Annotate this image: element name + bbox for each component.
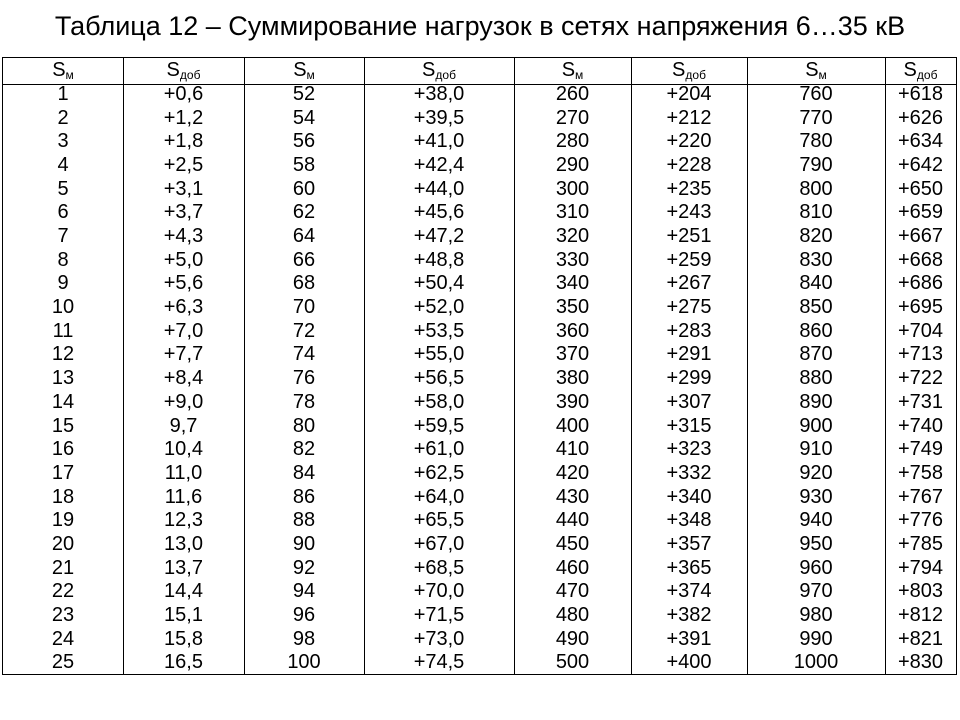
table-cell: 380 [555, 367, 590, 390]
table-cell: +307 [666, 390, 712, 413]
table-cell: +42,4 [413, 154, 465, 177]
column-header-subscript: м [306, 68, 315, 82]
table-cell: +47,2 [413, 225, 465, 248]
table-cell: 300 [555, 177, 590, 200]
table-cell: 12,3 [164, 509, 203, 532]
table-cell: +8,4 [163, 367, 204, 390]
table-cell: +243 [666, 201, 712, 224]
table-cell: 10,4 [164, 438, 203, 461]
table-cell: 1 [57, 83, 69, 105]
table-cell: +704 [897, 319, 944, 342]
table-cell: 880 [799, 367, 833, 390]
table-cell: +70,0 [413, 580, 465, 603]
table-cell: +44,0 [413, 177, 465, 200]
table-cell: 22 [51, 580, 75, 603]
table-cell: 14,4 [164, 580, 203, 603]
table-cell: +55,0 [413, 343, 465, 366]
table-cell: 70 [292, 296, 316, 319]
table-cell: +686 [897, 272, 944, 295]
table-cell: 15,8 [164, 627, 203, 650]
column-header-symbol: S [805, 59, 819, 81]
table-cell: +315 [666, 414, 712, 437]
table-cell: 14 [51, 390, 75, 413]
table-cell: +3,7 [163, 201, 204, 224]
table-cell: 76 [292, 367, 316, 390]
table-cell: 770 [799, 106, 833, 129]
table-cell: +618 [897, 83, 944, 105]
table-cell: +299 [666, 367, 712, 390]
table-cell: +1,8 [163, 130, 204, 153]
table-cell: 3 [57, 130, 69, 153]
table-cell: 450 [555, 532, 590, 555]
table-cell: 24 [51, 627, 75, 650]
table-cell: 60 [292, 177, 316, 200]
table-cell: 15,1 [164, 603, 203, 626]
table-cell: +1,2 [163, 106, 204, 129]
table-cell: 11,6 [164, 485, 203, 508]
column-header [514, 58, 631, 84]
table-cell: 990 [799, 627, 833, 650]
table-cell: 11,0 [164, 461, 203, 484]
column-header-subscript: доб [435, 68, 456, 82]
column-header [631, 58, 747, 84]
table-cell: 800 [799, 177, 833, 200]
table-cell: 980 [799, 603, 833, 626]
table-cell: 860 [799, 319, 833, 342]
table-cell: 68 [292, 272, 316, 295]
table-cell: 270 [555, 106, 590, 129]
table-cell: 810 [799, 201, 833, 224]
table-cell: 12 [51, 343, 75, 366]
table-cell: 84 [292, 461, 316, 484]
table-cell: 92 [292, 556, 316, 579]
table-cell: 870 [799, 343, 833, 366]
table-cell: +235 [666, 177, 712, 200]
table-cell: +0,6 [163, 83, 204, 105]
column-header [364, 58, 514, 84]
column-header-subscript: доб [916, 68, 938, 82]
table-cell: 10 [51, 296, 75, 319]
table-cell: +830 [897, 651, 944, 674]
table-cell: 310 [555, 201, 590, 224]
table-cell: +2,5 [163, 154, 204, 177]
table-cell: 6 [57, 201, 69, 224]
table-cell: 400 [555, 414, 590, 437]
table-cell: 56 [292, 130, 316, 153]
table-cell: +62,5 [413, 461, 465, 484]
column-header-subscript: доб [179, 68, 201, 82]
table-cell: 19 [51, 509, 75, 532]
table-cell: 21 [51, 556, 75, 579]
table-cell: +758 [897, 461, 944, 484]
table-cell: 910 [799, 438, 833, 461]
table-cell: +56,5 [413, 367, 465, 390]
table-cell: 5 [57, 177, 69, 200]
table-cell: +39,5 [413, 106, 465, 129]
table-cell: 950 [799, 532, 833, 555]
table-cell: +61,0 [413, 438, 465, 461]
table-cell: +6,3 [163, 296, 204, 319]
column-header [123, 58, 244, 84]
table-cell: +391 [666, 627, 712, 650]
table-cell: 490 [555, 627, 590, 650]
table-cell: 350 [555, 296, 590, 319]
table-cell: +374 [666, 580, 712, 603]
table-cell: 470 [555, 580, 590, 603]
table-cell: 4 [57, 154, 69, 177]
table-cell: +642 [897, 154, 944, 177]
table-cell: 16 [51, 438, 75, 461]
table-cell: 430 [555, 485, 590, 508]
table-cell: +9,0 [163, 390, 204, 413]
column-header-subscript: м [818, 68, 827, 82]
table-cell: +740 [897, 414, 944, 437]
table-cell: +5,6 [163, 272, 204, 295]
table-cell: +59,5 [413, 414, 465, 437]
table-cell: +228 [666, 154, 712, 177]
column-header [244, 58, 364, 84]
table-cell: 16,5 [164, 651, 203, 674]
table-cell: 370 [555, 343, 590, 366]
table-cell: +53,5 [413, 319, 465, 342]
table-cell: +695 [897, 296, 944, 319]
table-cell: +7,7 [163, 343, 204, 366]
table-cell: +58,0 [413, 390, 465, 413]
table-cell: 1000 [793, 651, 839, 674]
table-cell: +634 [897, 130, 944, 153]
table-cell: +68,5 [413, 556, 465, 579]
table-cell: +348 [666, 509, 712, 532]
table-cell: 830 [799, 248, 833, 271]
table-cell: 440 [555, 509, 590, 532]
table-cell: +275 [666, 296, 712, 319]
column-header-symbol: S [166, 59, 180, 81]
table-cell: 54 [292, 106, 316, 129]
table-cell: +73,0 [413, 627, 465, 650]
column-header-symbol: S [422, 59, 436, 81]
table-cell: +713 [897, 343, 944, 366]
table-cell: 790 [799, 154, 833, 177]
table-cell: +267 [666, 272, 712, 295]
table-cell: 8 [57, 248, 69, 271]
table-cell: 82 [292, 438, 316, 461]
table-cell: +220 [666, 130, 712, 153]
table-cell: +64,0 [413, 485, 465, 508]
table-cell: 88 [292, 509, 316, 532]
table-cell: +323 [666, 438, 712, 461]
table-cell: 760 [799, 83, 833, 105]
table-cell: +365 [666, 556, 712, 579]
table-cell: +50,4 [413, 272, 465, 295]
table-cell: 320 [555, 225, 590, 248]
table-cell: 9,7 [169, 414, 198, 437]
table-cell: 13,7 [164, 556, 203, 579]
table-cell: +65,5 [413, 509, 465, 532]
table-cell: 960 [799, 556, 833, 579]
table-cell: +821 [897, 627, 944, 650]
page-title: Таблица 12 – Суммирование нагрузок в сетях напряжения 6…35 кВ [54, 11, 906, 41]
table-cell: 420 [555, 461, 590, 484]
table-cell: 410 [555, 438, 590, 461]
table-cell: 890 [799, 390, 833, 413]
table-cell: 930 [799, 485, 833, 508]
table-cell: 74 [292, 343, 316, 366]
table-cell: +5,0 [163, 248, 204, 271]
table-cell: 94 [292, 580, 316, 603]
column-header-subscript: м [65, 68, 74, 82]
table-cell: 64 [292, 225, 316, 248]
column-header-symbol: S [672, 59, 686, 81]
table-cell: +7,0 [163, 319, 204, 342]
table-cell: +668 [897, 248, 944, 271]
table-cell: 25 [51, 651, 75, 674]
table-cell: +722 [897, 367, 944, 390]
table-cell: 96 [292, 603, 316, 626]
table-cell: 780 [799, 130, 833, 153]
column-header-subscript: м [575, 68, 584, 82]
table-cell: 17 [51, 461, 75, 484]
column-header [3, 58, 123, 84]
column-header [885, 58, 956, 84]
table-cell: +3,1 [163, 177, 204, 200]
table-cell: +251 [666, 225, 712, 248]
table-cell: +794 [897, 556, 944, 579]
table-cell: 260 [555, 83, 590, 105]
table-cell: 11 [52, 319, 74, 342]
table-cell: +259 [666, 248, 712, 271]
table-cell: 78 [292, 390, 316, 413]
table-cell: 920 [799, 461, 833, 484]
table-cell: 900 [799, 414, 833, 437]
table-cell: 98 [292, 627, 316, 650]
table-cell: +667 [897, 225, 944, 248]
table-cell: +52,0 [413, 296, 465, 319]
table-cell: +204 [666, 83, 712, 105]
table-cell: +4,3 [163, 225, 204, 248]
column-header-symbol: S [52, 59, 66, 81]
table-cell: +67,0 [413, 532, 465, 555]
table-cell: 940 [799, 509, 833, 532]
table-cell: 58 [292, 154, 316, 177]
table-cell: +626 [897, 106, 944, 129]
table-cell: +332 [666, 461, 712, 484]
table-cell: +74,5 [413, 651, 465, 674]
table-cell: 66 [292, 248, 316, 271]
table-cell: 360 [555, 319, 590, 342]
table-cell: 9 [57, 272, 69, 295]
table-cell: 62 [292, 201, 316, 224]
table-cell: +785 [897, 532, 944, 555]
table-cell: 500 [555, 651, 590, 674]
table-cell: +812 [897, 603, 944, 626]
table-cell: 90 [292, 532, 316, 555]
table-cell: 850 [799, 296, 833, 319]
table-cell: +291 [666, 343, 712, 366]
table-cell: +731 [897, 390, 944, 413]
table-cell: 20 [51, 532, 75, 555]
table-cell: 13 [51, 367, 75, 390]
table-cell: +283 [666, 319, 712, 342]
table-cell: 100 [287, 651, 321, 674]
column-header [747, 58, 885, 84]
table-cell: +212 [666, 106, 712, 129]
table-cell: +803 [897, 580, 944, 603]
table-cell: 290 [555, 154, 590, 177]
table-cell: 15 [51, 414, 75, 437]
table-cell: +659 [897, 201, 944, 224]
column-header-symbol: S [903, 59, 917, 81]
table-cell: +45,6 [413, 201, 465, 224]
table-cell: +48,8 [413, 248, 465, 271]
table-cell: +71,5 [413, 603, 465, 626]
table-cell: 480 [555, 603, 590, 626]
load-summation-table [2, 57, 957, 675]
table-cell: 7 [57, 225, 69, 248]
table-cell: 340 [555, 272, 590, 295]
table-cell: 970 [799, 580, 833, 603]
table-cell: +650 [897, 177, 944, 200]
table-cell: +382 [666, 603, 712, 626]
table-cell: 820 [799, 225, 833, 248]
table-cell: +776 [897, 509, 944, 532]
table-cell: 23 [51, 603, 75, 626]
table-cell: +749 [897, 438, 944, 461]
table-cell: +38,0 [413, 83, 465, 105]
table-cell: 330 [555, 248, 590, 271]
table-cell: 840 [799, 272, 833, 295]
table-cell: +400 [666, 651, 712, 674]
table-cell: 2 [57, 106, 69, 129]
column-header-symbol: S [293, 59, 307, 81]
table-cell: 52 [292, 83, 316, 105]
table-cell: 390 [555, 390, 590, 413]
column-header-subscript: доб [685, 68, 706, 82]
table-cell: +41,0 [413, 130, 465, 153]
table-cell: 280 [555, 130, 590, 153]
table-cell: 18 [51, 485, 75, 508]
column-header-symbol: S [561, 59, 576, 81]
table-cell: +357 [666, 532, 712, 555]
table-cell: +767 [897, 485, 944, 508]
table-cell: 13,0 [164, 532, 203, 555]
table-cell: 72 [292, 319, 316, 342]
table-cell: +340 [666, 485, 712, 508]
table-cell: 86 [292, 485, 316, 508]
table-cell: 80 [292, 414, 316, 437]
table-cell: 460 [555, 556, 590, 579]
